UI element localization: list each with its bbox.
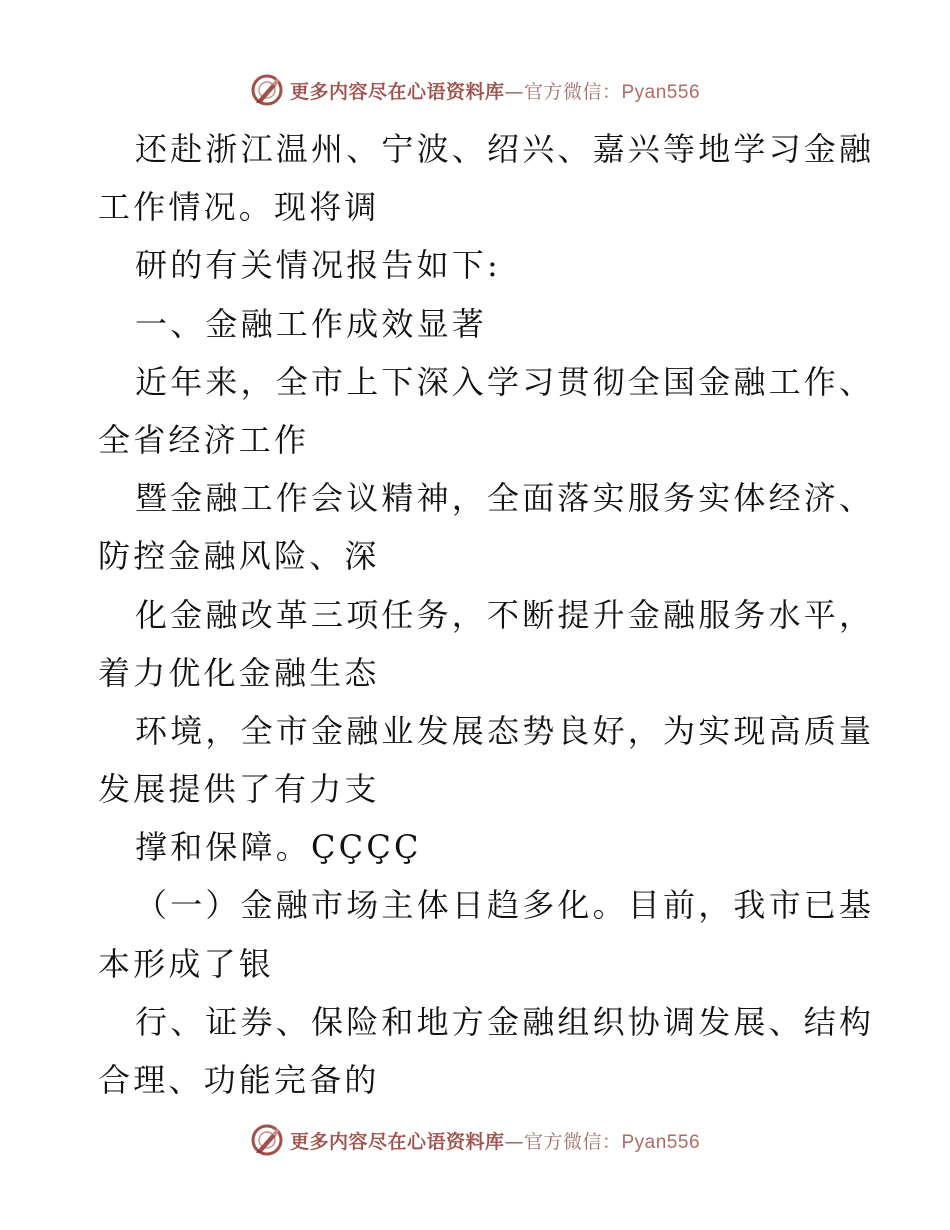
text-line: 全省经济工作 <box>98 420 310 459</box>
watermark-wechat-label: 官方微信： <box>523 1130 622 1153</box>
subsection-heading: （一）金融市场主体日趋多化。目前，我市已基 <box>135 886 875 925</box>
text-line: 研的有关情况报告如下: <box>135 246 501 285</box>
text-line: 行、证券、保险和地方金融组织协调发展、结构 <box>135 1002 875 1041</box>
pen-logo-icon <box>250 1123 284 1157</box>
text-line: 撑和保障。ÇÇÇÇ <box>135 828 422 867</box>
text-line: 暨金融工作会议精神，全面落实服务实体经济、 <box>135 479 875 518</box>
text-line: 本形成了银 <box>98 944 275 983</box>
document-body <box>98 120 875 1109</box>
watermark-site-name: 更多内容尽在心语资料库 <box>289 1130 505 1153</box>
text-line: 合理、功能完备的 <box>98 1061 380 1099</box>
section-heading: 一、金融工作成效显著 <box>135 304 488 343</box>
watermark-wechat-label: 官方微信： <box>523 80 622 103</box>
text-line: 化金融改革三项任务，不断提升金融服务水平， <box>135 595 875 634</box>
watermark-site-name: 更多内容尽在心语资料库 <box>289 80 505 103</box>
pen-logo-icon <box>250 73 284 107</box>
header-watermark <box>0 70 950 110</box>
text-line: 环境，全市金融业发展态势良好，为实现高质量 <box>135 711 875 750</box>
text-line: 着力优化金融生态 <box>98 653 380 692</box>
footer-watermark <box>0 1120 950 1160</box>
watermark-text <box>290 1127 700 1154</box>
text-line: 发展提供了有力支 <box>98 770 380 809</box>
text-line: 防控金融风险、深 <box>98 537 380 576</box>
watermark-text <box>290 77 700 104</box>
text-line: 工作情况。现将调 <box>98 188 380 227</box>
text-line: 近年来，全市上下深入学习贯彻全国金融工作、 <box>135 362 875 401</box>
watermark-wechat-id: Pyan556 <box>621 81 701 103</box>
text-line: 还赴浙江温州、宁波、绍兴、嘉兴等地学习金融 <box>135 130 875 168</box>
watermark-wechat-id: Pyan556 <box>621 1131 701 1153</box>
watermark-separator: — <box>504 80 524 103</box>
watermark-separator: — <box>504 1130 524 1153</box>
